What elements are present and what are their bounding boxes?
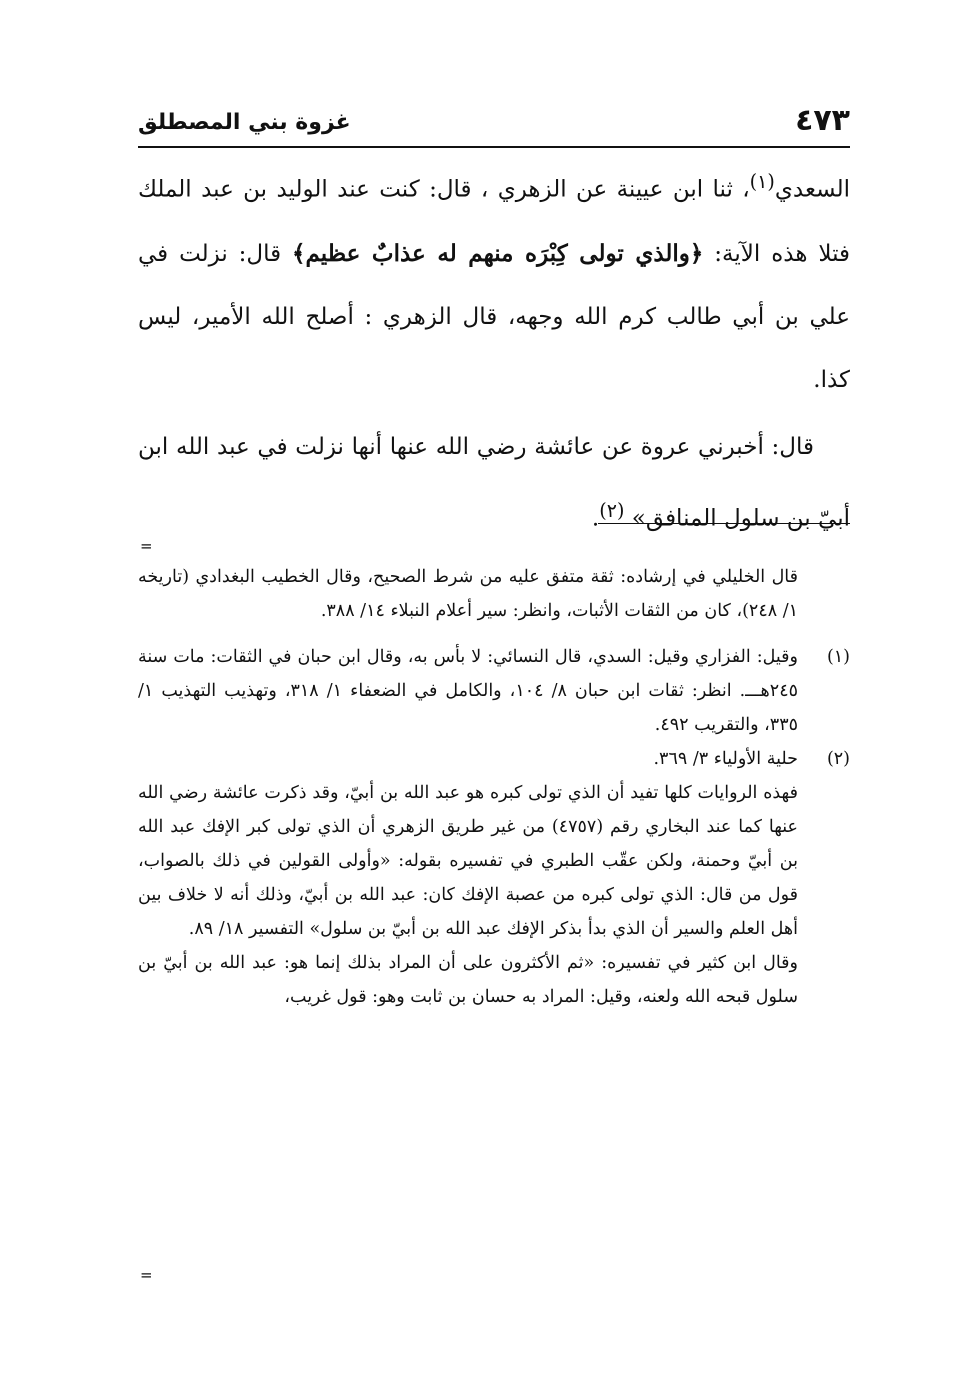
continuation-mark-top: = [140,537,153,555]
quran-verse: ﴿والذي تولى كِبْرَه منهم له عذابٌ عظيم﴾ [292,239,704,267]
paragraph-2-text: قال: أخبرني عروة عن عائشة رضي الله عنها أنها نزلت في عبد الله ابن أبيّ بن سلول المنافق» [138,433,850,532]
footnote-continuation: قال الخليلي في إرشاده: ثقة متفق عليه من شرط الصحيح، وقال الخطيب البغدادي (تاريخه ١/ ٢٤٨)، كان من الثقات الأثبات، وانظر: سير أعلام النبلاء ١٤/ ٣٨٨. [138,567,798,621]
footnote-text-2: حلية الأولياء ٣/ ٣٦٩. [653,749,798,769]
paragraph-1-start: السعدي [774,176,850,203]
footnote-2-body-1: فهذه الروايات كلها تفيد أن الذي تولى كبره هو عبد الله بن أبيّ، وقد ذكرت عائشة رضي الله عنها كما عند البخاري رقم (٤٧٥٧) من غير طريق الزهري أن الذي تولى كبر الإفك عبد الله بن أبيّ وحمنة، ولكن عقّب الطبري في تفسيره بقوله: «وأولى القولين في ذلك بالصواب، قول من قال: الذي تولى كبره من عصبة الإفك كان: عبد الله بن أبيّ، وذلك أنه لا خلاف بين أهل العلم والسير أن الذي بدأ بذكر الإفك عبد الله بن أبيّ بن سلول» التفسير ١٨/ ٨٩. [138,783,798,939]
footnote-1 [138,640,850,742]
main-paragraph-1 [138,150,850,412]
footnote-number-1: (١) [826,647,850,667]
main-paragraph-2 [138,416,850,551]
main-text [138,150,850,550]
running-title: غزوة بني المصطلق [138,110,351,135]
footnote-2 [138,742,850,776]
footnote-ref-1: (١) [749,170,775,193]
footnotes [138,560,850,1014]
paragraph-1-end: قال: نزلت في علي بن أبي طالب كرم الله وجهه، قال الزهري : أصلح الله الأمير، ليس كذا. [138,240,850,393]
footnote-2-body-2: وقال ابن كثير في تفسيره: «ثم الأكثرون على أن المراد بذلك إنما هو: عبد الله بن أبيّ بن سلول قبحه الله ولعنه، وقيل: المراد به حسان بن ثابت وهو: قول غريب، [138,953,798,1007]
footnote-ref-2: (٢) [599,498,625,522]
footnote-separator [598,523,850,524]
page-header [138,102,850,148]
footnote-text-1: وقيل: الفزاري وقيل: السدي، قال النسائي: لا بأس به، وقال ابن حبان في الثقات: مات سنة ٢٤٥هـــ. انظر: ثقات ابن حبان ٨/ ١٠٤، والكامل في الضعفاء ١/ ٣١٨، وتهذيب التهذيب ١/ ٣٣٥، والتقريب ٤٩٢. [138,647,798,735]
footnote-number-2: (٢) [826,749,850,769]
paragraph-1-mid: ، ثنا ابن عيينة عن الزهري ، قال: كنت عند الوليد بن عبد الملك فتلا هذه الآية: [138,176,851,267]
header-rule [138,146,850,148]
continuation-mark-bottom: = [140,1266,153,1284]
paragraph-2-end: . [591,505,600,532]
page-number: ٤٧٣ [795,103,850,138]
